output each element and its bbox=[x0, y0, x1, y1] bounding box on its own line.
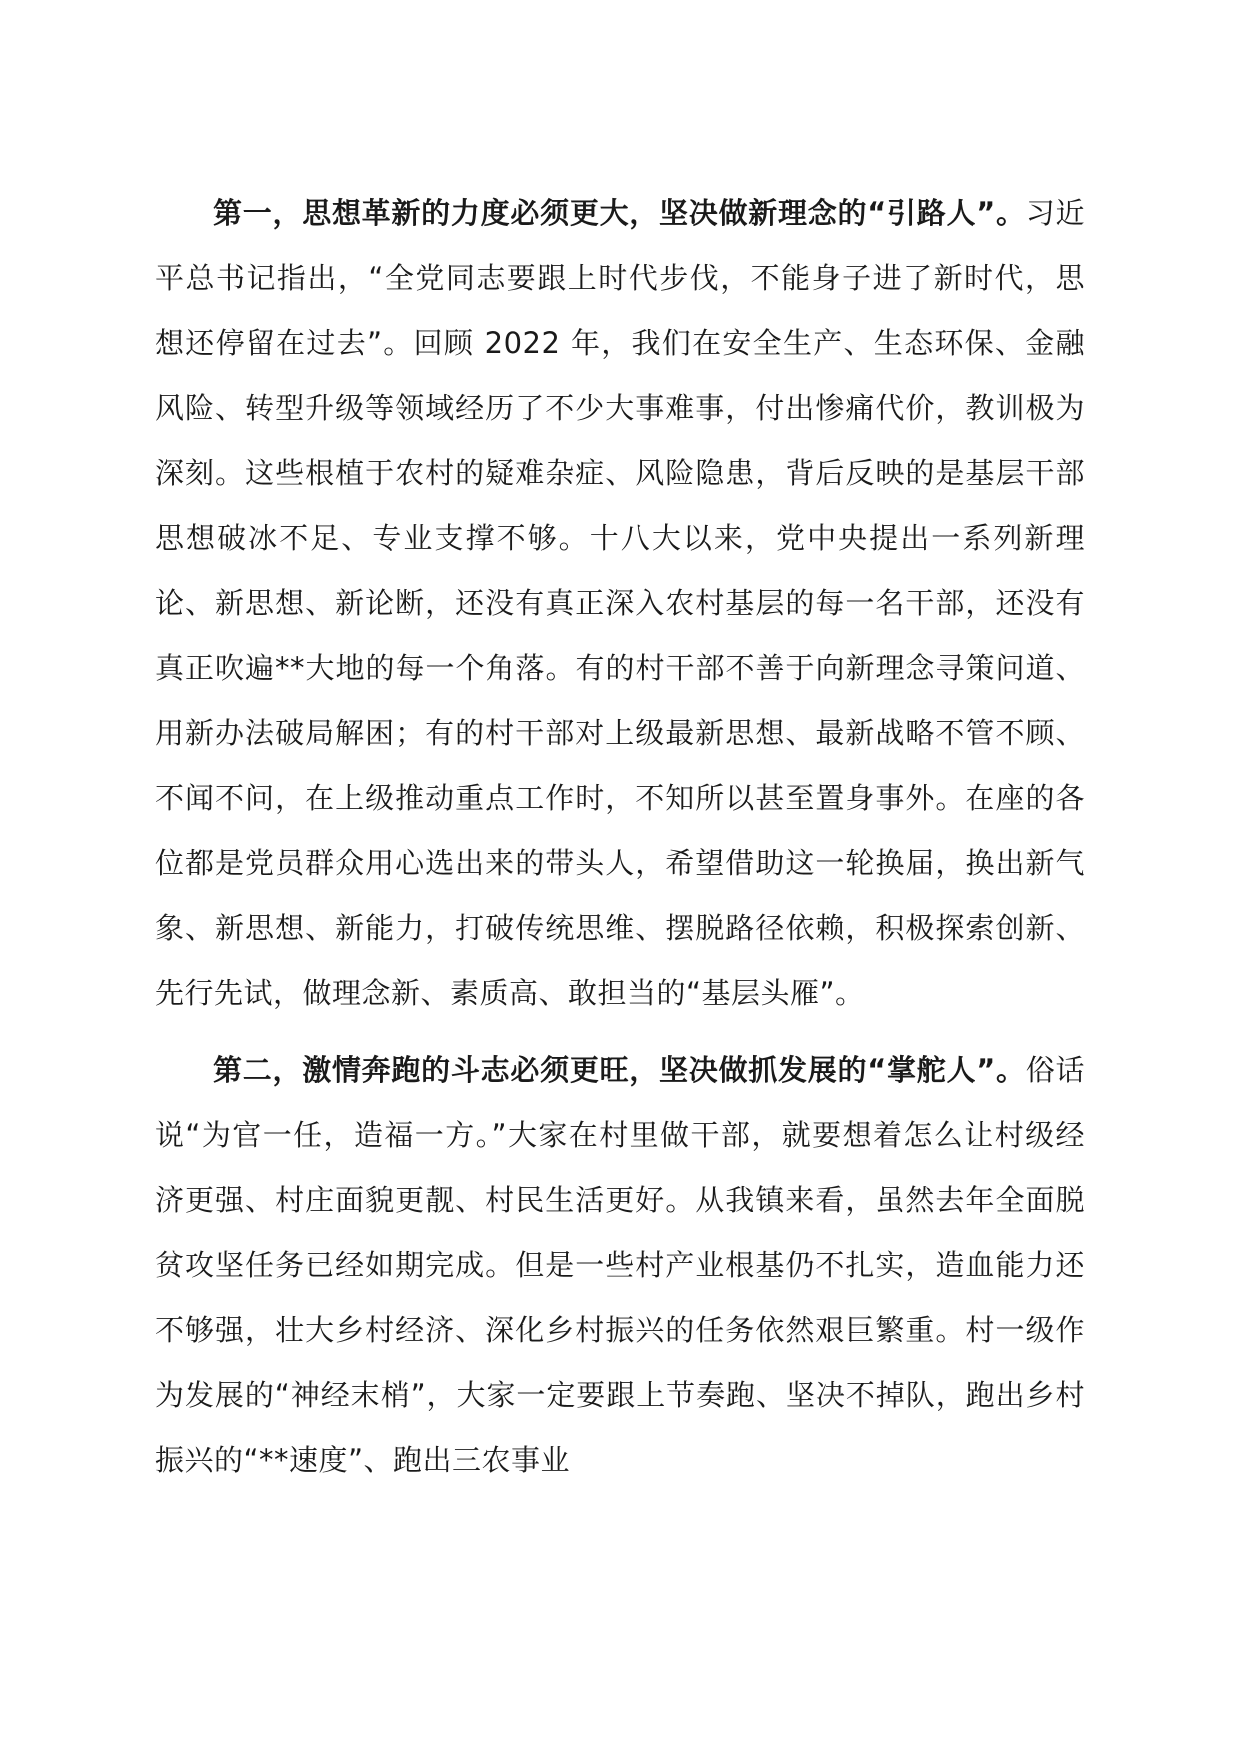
paragraph-2-lead: 第二，激情奔跑的斗志必须更旺，坚决做抓发展的“掌舵人”。 bbox=[213, 1053, 1026, 1087]
document-page bbox=[155, 181, 1085, 1505]
paragraph-2 bbox=[155, 1038, 1085, 1493]
paragraph-2-body: 俗话说“为官一任，造福一方。”大家在村里做干部，就要想着怎么让村级经济更强、村庄面貌更靓、村民生活更好。从我镇来看，虽然去年全面脱贫攻坚任务已经如期完成。但是一些村产业根基仍不扎实，造血能力还不够强，壮大乡村经济、深化乡村振兴的任务依然艰巨繁重。村一级作为发展的“神经末梢”，大家一定要跟上节奏跑、坚决不掉队，跑出乡村振兴的“**速度”、跑出三农事业 bbox=[155, 1053, 1085, 1477]
paragraph-1-lead: 第一，思想革新的力度必须更大，坚决做新理念的“引路人”。 bbox=[213, 196, 1026, 230]
paragraph-1-body: 习近平总书记指出，“全党同志要跟上时代步伐，不能身子进了新时代，思想还停留在过去”。回顾 2022 年，我们在安全生产、生态环保、金融风险、转型升级等领域经历了不少大事难事，付出惨痛代价，教训极为深刻。这些根植于农村的疑难杂症、风险隐患，背后反映的是基层干部思想破冰不足、专业支撑不够。十八大以来，党中央提出一系列新理论、新思想、新论断，还没有真正深入农村基层的每一名干部，还没有真正吹遍**大地的每一个角落。有的村干部不善于向新理念寻策问道、用新办法破局解困；有的村干部对上级最新思想、最新战略不管不顾、不闻不问，在上级推动重点工作时，不知所以甚至置身事外。在座的各位都是党员群众用心选出来的带头人，希望借助这一轮换届，换出新气象、新思想、新能力，打破传统思维、摆脱路径依赖，积极探索创新、先行先试，做理念新、素质高、敢担当的“基层头雁”。 bbox=[155, 196, 1085, 1010]
paragraph-1 bbox=[155, 181, 1085, 1026]
